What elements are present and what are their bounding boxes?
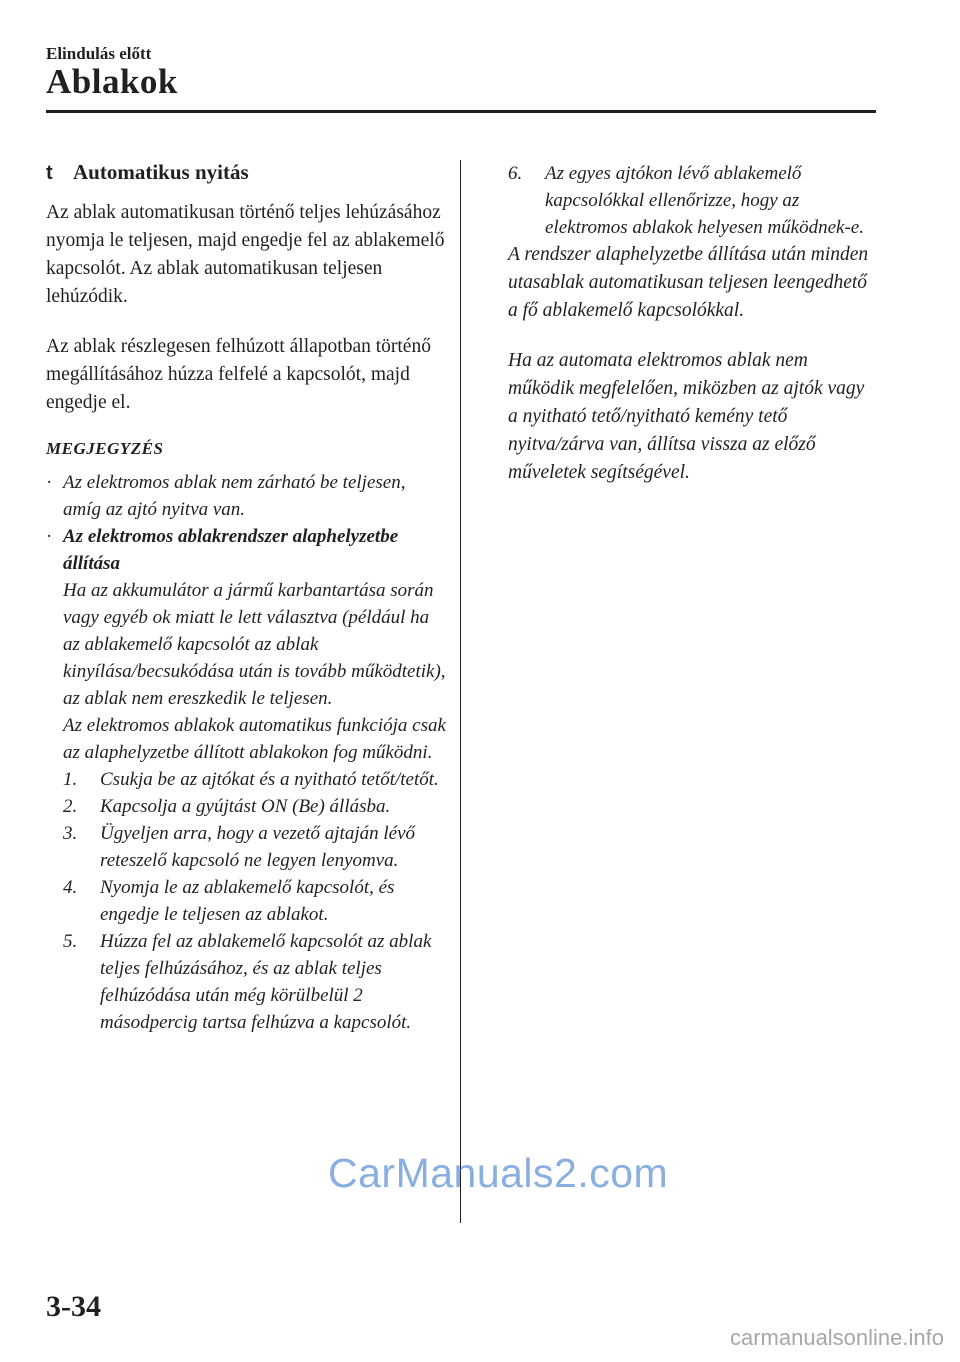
step-item — [63, 928, 446, 1036]
left-column — [46, 160, 446, 1036]
title-rule — [46, 110, 876, 113]
paragraph-malfunction: Ha az automata elektromos ablak nem működik megfelelően, miközben az ajtók vagy a nyitható tető/nyitható kemény tető nyitva/zárva van, állítsa vissza az előző műveletek segítségével. — [508, 350, 865, 483]
paragraph-auto-open: Az ablak automatikusan történő teljes lehúzásához nyomja le teljesen, majd engedje fel az ablakemelő kapcsolót. Az ablak automatikusan teljesen lehúzódik. — [46, 202, 445, 307]
step-number: 6. — [508, 163, 523, 184]
reset-text-2: Az elektromos ablakok automatikus funkciója csak az alaphelyzetbe állított ablakokon fog működni. — [63, 715, 446, 763]
note-bullet-text: Az elektromos ablak nem zárható be teljesen, amíg az ajtó nyitva van. — [63, 472, 406, 520]
reset-text-1: Ha az akkumulátor a jármű karbantartása során vagy egyéb ok miatt le lett választva (például ha az ablakemelő kapcsolót az ablak kinyílása/becsukódása után is tovább működtetik), az ablak nem ereszkedik le teljesen. — [63, 580, 446, 709]
step-number: 1. — [63, 769, 78, 790]
breadcrumb: Elindulás előtt — [46, 44, 152, 63]
step-item — [508, 160, 878, 241]
step-item — [63, 874, 446, 928]
step-text: Nyomja le az ablakemelő kapcsolót, és engedje le teljesen az ablakot. — [100, 877, 395, 925]
step-item — [63, 793, 446, 820]
step-text: Az egyes ajtókon lévő ablakemelő kapcsolókkal ellenőrizze, hogy az elektromos ablakok helyesen működnek-e. — [545, 163, 864, 238]
step-number: 5. — [63, 931, 78, 952]
column-divider — [460, 160, 461, 1223]
section-heading — [46, 160, 446, 185]
paragraph-stop: Az ablak részlegesen felhúzott állapotban történő megállításához húzza felfelé a kapcsolót, majd engedje el. — [46, 336, 431, 413]
right-column — [508, 160, 878, 509]
step-number: 4. — [63, 877, 78, 898]
bullet-dot-icon: · — [46, 526, 53, 547]
note-bullet — [46, 523, 446, 1036]
step-item — [63, 766, 446, 793]
bullet-dot-icon: · — [46, 472, 53, 493]
step-number: 2. — [63, 796, 78, 817]
page-number: 3-34 — [46, 1290, 101, 1323]
watermark-carmanualsonline: carmanualsonline.info — [729, 1325, 944, 1350]
section-marker-icon: t — [46, 162, 53, 184]
step-text: Csukja be az ajtókat és a nyitható tetőt/tetőt. — [100, 769, 439, 790]
step-number: 3. — [63, 823, 78, 844]
step-text: Ügyeljen arra, hogy a vezető ajtaján lévő reteszelő kapcsoló ne legyen lenyomva. — [100, 823, 416, 871]
paragraph-after-reset: A rendszer alaphelyzetbe állítása után minden utasablak automatikusan teljesen leengedhető a fő ablakemelő kapcsolókkal. — [508, 244, 869, 321]
step-text: Húzza fel az ablakemelő kapcsolót az ablak teljes felhúzásához, és az ablak teljes felhúzódása után még körülbelül 2 másodpercig tartsa felhúzva a kapcsolót. — [100, 931, 432, 1033]
step-item — [63, 820, 446, 874]
note-title: MEGJEGYZÉS — [46, 439, 164, 458]
section-title: Automatikus nyitás — [73, 160, 249, 184]
page-title: Ablakok — [46, 62, 178, 101]
watermark-carmanuals2: CarManuals2.com — [328, 1150, 669, 1196]
step-text: Kapcsolja a gyújtást ON (Be) állásba. — [100, 796, 391, 817]
reset-title: Az elektromos ablakrendszer alaphelyzetbe állítása — [63, 526, 399, 574]
note-bullet — [46, 469, 446, 523]
